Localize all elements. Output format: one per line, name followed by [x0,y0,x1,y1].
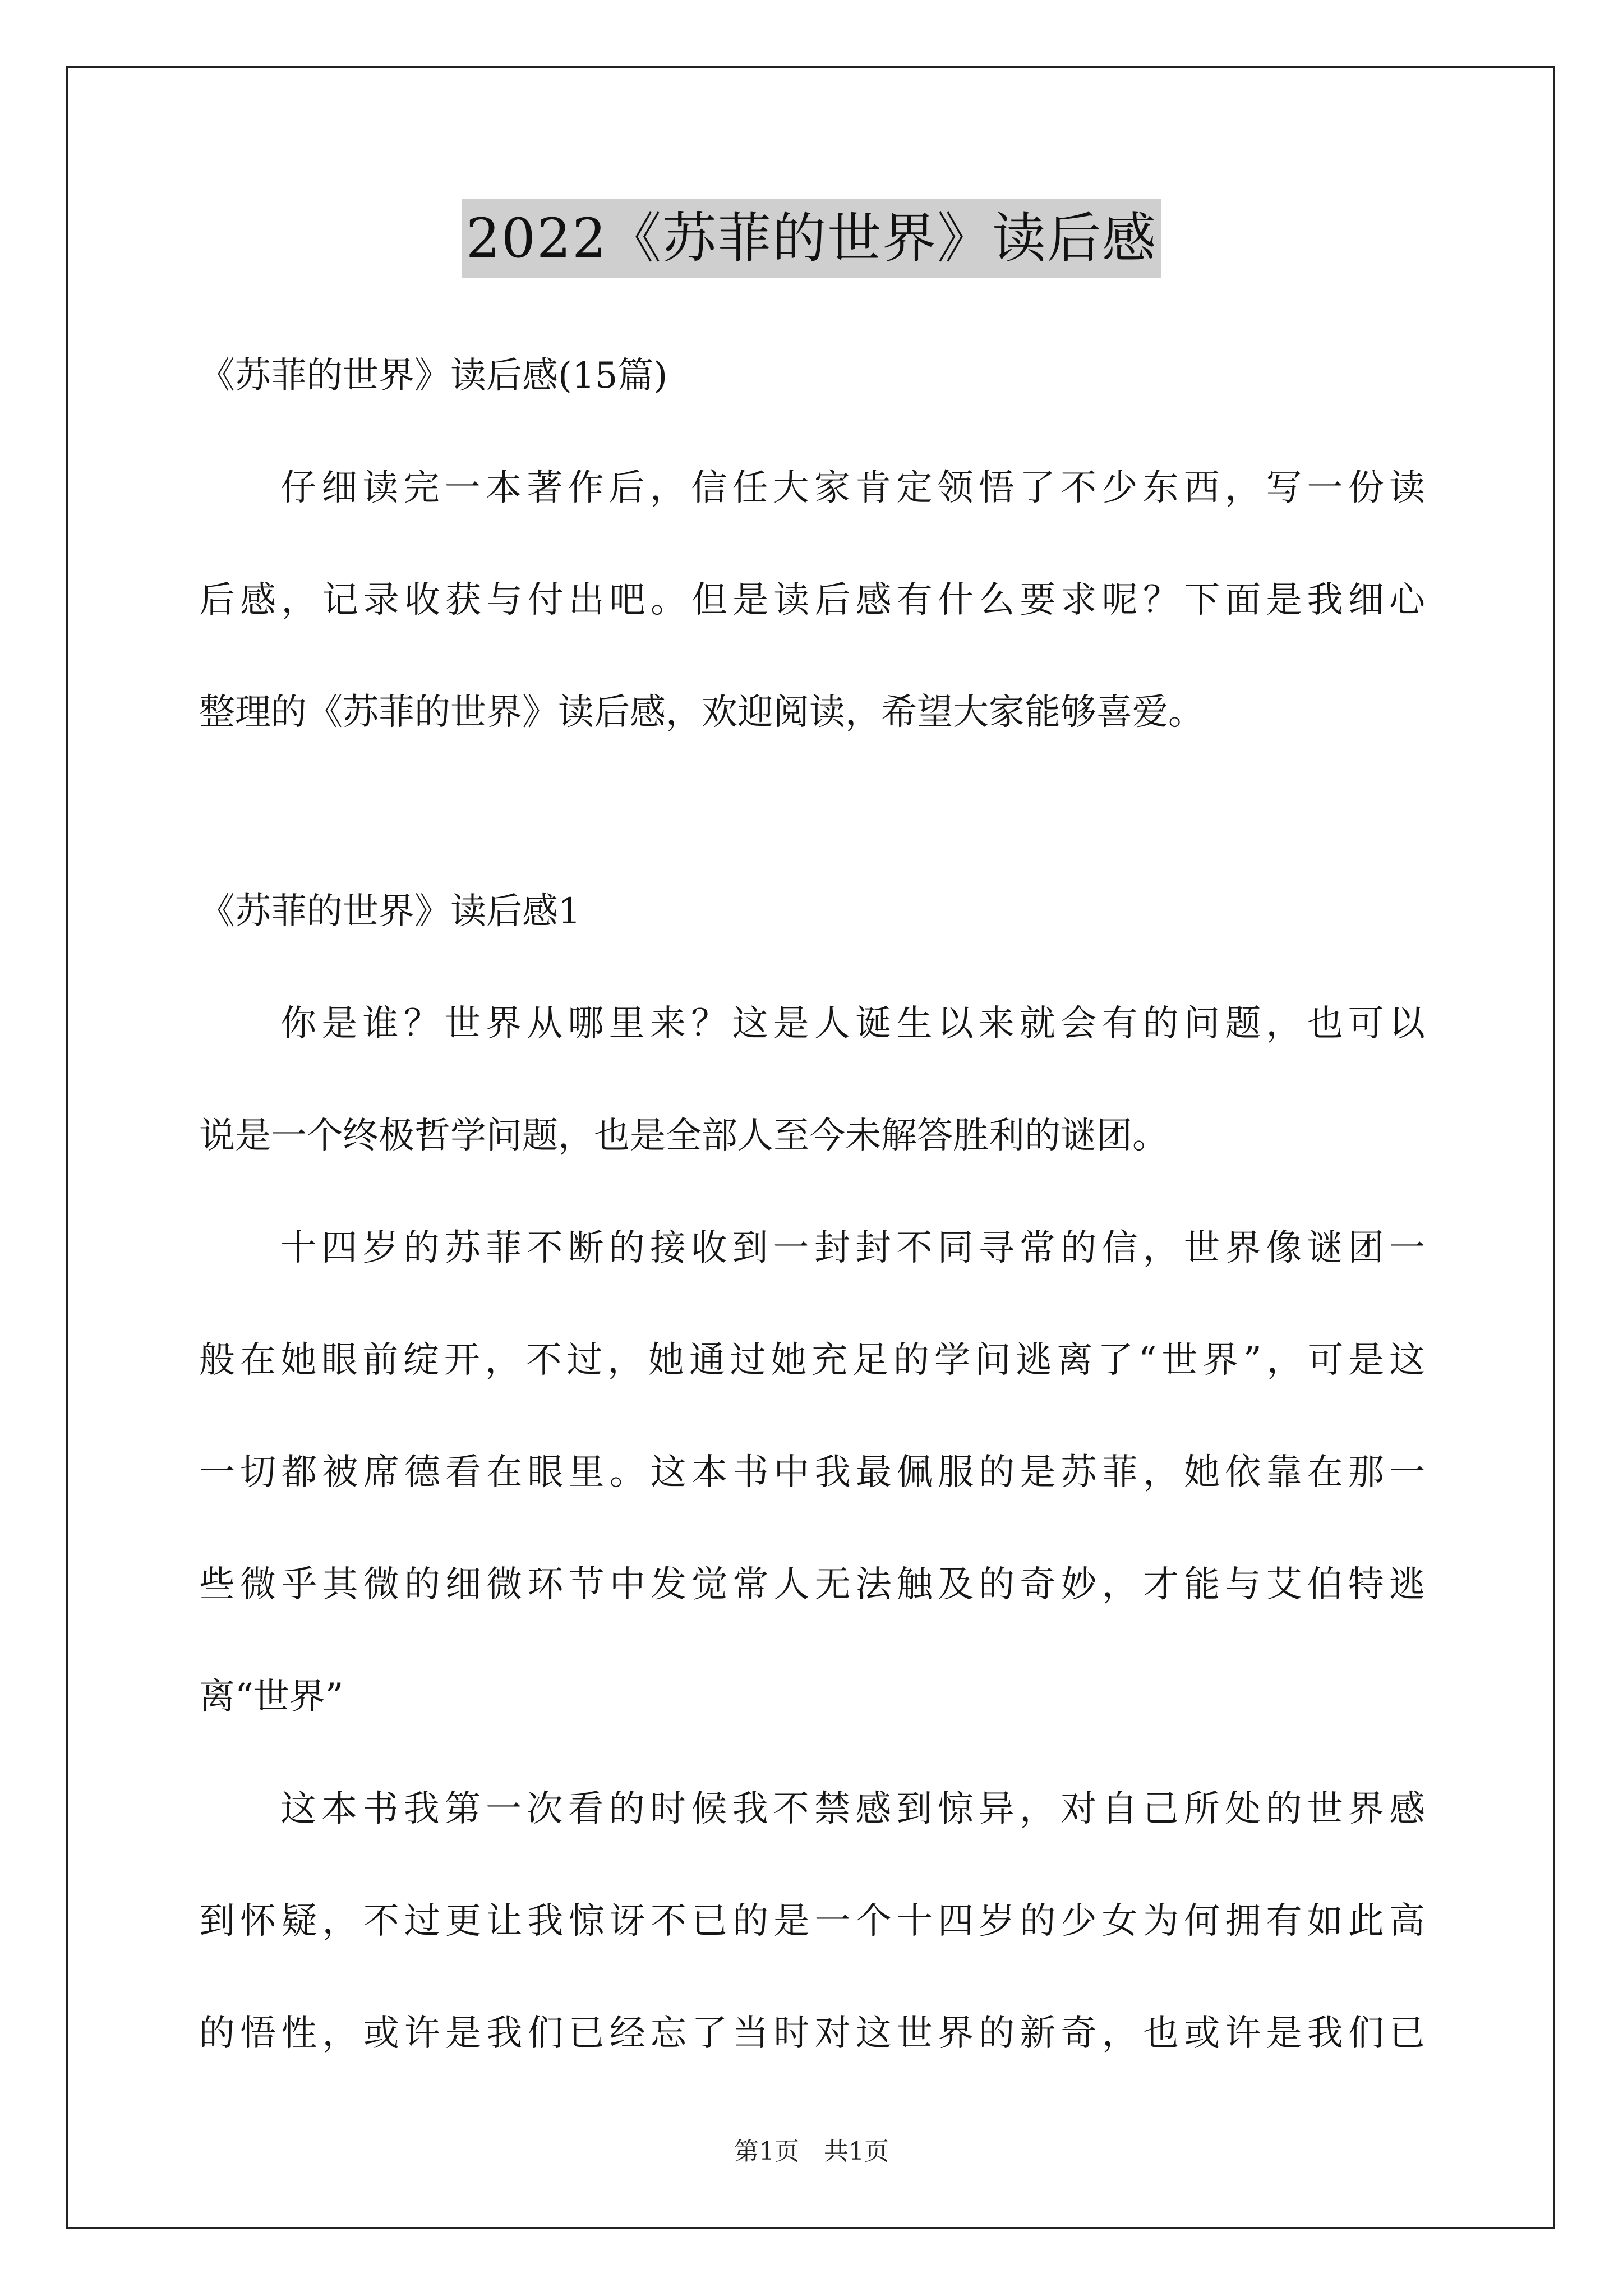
paragraph-line: 说是一个终极哲学问题，也是全部人至今未解答胜利的谜团。 [199,1115,1168,1157]
paragraph-line: 到怀疑，不过更让我惊讶不已的是一个十四岁的少女为何拥有如此高 [199,1901,1425,1942]
paragraph-line: 后感，记录收获与付出吧。但是读后感有什么要求呢？下面是我细心 [199,579,1425,621]
subtitle: 《苏菲的世界》读后感(15篇) [199,355,668,397]
paragraph-line: 这本书我第一次看的时候我不禁感到惊异，对自己所处的世界感 [280,1788,1425,1830]
paragraph-line: 的悟性，或许是我们已经忘了当时对这世界的新奇，也或许是我们已 [199,2013,1425,2054]
paragraph-line: 般在她眼前绽开，不过，她通过她充足的学问逃离了“世界”，可是这 [199,1340,1425,1381]
paragraph-line: 仔细读完一本著作后，信任大家肯定领悟了不少东西，写一份读 [280,467,1425,509]
page-footer: 第1页 共1页 [734,2137,889,2166]
paragraph-line: 些微乎其微的细微环节中发觉常人无法触及的奇妙，才能与艾伯特逃 [199,1564,1425,1605]
paragraph-line: 离“世界” [199,1676,344,1718]
paragraph-line: 一切都被席德看在眼里。这本书中我最佩服的是苏菲，她依靠在那一 [199,1452,1425,1493]
paragraph-line: 整理的《苏菲的世界》读后感，欢迎阅读，希望大家能够喜爱。 [199,692,1204,733]
paragraph-line: 十四岁的苏菲不断的接收到一封封不同寻常的信，世界像谜团一 [280,1227,1425,1269]
paragraph-line: 你是谁？世界从哪里来？这是人诞生以来就会有的问题，也可以 [280,1003,1425,1045]
title-container [0,199,1623,278]
section-heading: 《苏菲的世界》读后感1 [199,891,581,932]
document-title: 2022《苏菲的世界》读后感 [462,199,1161,278]
